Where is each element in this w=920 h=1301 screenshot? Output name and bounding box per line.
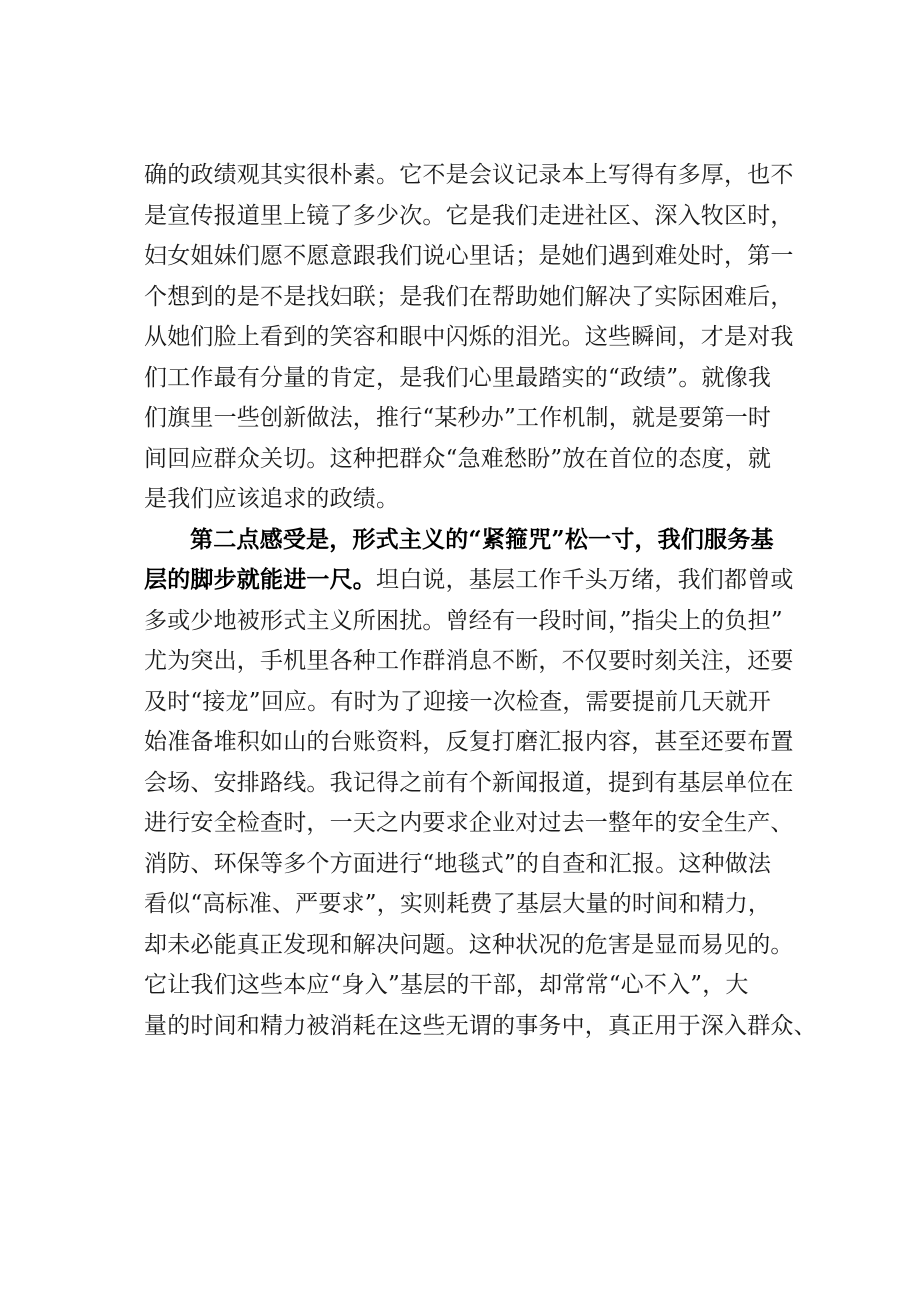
paragraph-1 [144, 155, 814, 520]
text-line: 是我们应该追求的政绩。 [144, 486, 400, 512]
text-line: 尤为突出，手机里各种工作群消息不断，不仅要时刻关注，还要 [144, 648, 794, 674]
text-line: 确的政绩观其实很朴素。它不是会议记录本上写得有多厚，也不 [144, 162, 794, 188]
text-line: 消防、环保等多个方面进行“地毯式”的自查和汇报。这种做法 [144, 850, 772, 877]
paragraph-2 [144, 520, 817, 1047]
body-text [144, 155, 817, 1046]
bold-heading-text: 层的脚步就能进一尺。 [144, 566, 376, 593]
text-line: 量的时间和精力被消耗在这些无谓的事务中，真正用于深入群众、 [144, 1012, 817, 1039]
text-line: 妇女姐妹们愿不愿意跟我们说心里话；是她们遇到难处时，第一 [144, 243, 794, 269]
text-line: 始准备堆积如山的台账资料，反复打磨汇报内容，甚至还要布置 [144, 729, 794, 755]
text-line: 个想到的是不是找妇联；是我们在帮助她们解决了实际困难后， [144, 283, 794, 310]
text-line: 进行安全检查时，一天之内要求企业对过去一整年的安全生产、 [144, 810, 794, 836]
text-line: 是宣传报道里上镜了多少次。它是我们走进社区、深入牧区时， [144, 202, 794, 229]
body-text-span: 坦白说，基层工作千头万绪，我们都曾或 [376, 567, 794, 593]
text-line: 们旗里一些创新做法，推行“某秒办”工作机制，就是要第一时 [144, 405, 772, 431]
text-line [144, 520, 814, 561]
text-line: 看似“高标准、严要求”，实则耗费了基层大量的时间和精力， [144, 891, 772, 917]
text-line: 从她们脸上看到的笑容和眼中闪烁的泪光。这些瞬间，才是对我 [144, 324, 794, 350]
text-line: 会场、安排路线。我记得之前有个新闻报道，提到有基层单位在 [144, 769, 794, 796]
text-line: 多或少地被形式主义所困扰。曾经有一段时间，”指尖上的负担” [144, 607, 783, 634]
text-line: 间回应群众关切。这种把群众“急难愁盼”放在首位的态度，就 [144, 445, 772, 472]
text-line: 它让我们这些本应“身入”基层的干部，却常常“心不入”，大 [144, 972, 749, 998]
text-line: 们工作最有分量的肯定，是我们心里最踏实的“政绩”。就像我 [144, 364, 772, 391]
text-line [144, 560, 814, 601]
text-line: 却未必能真正发现和解决问题。这种状况的危害是显而易见的。 [144, 931, 794, 958]
bold-heading-text: 第二点感受是，形式主义的“紧箍咒”松一寸，我们服务基 [190, 525, 774, 553]
text-line: 及时“接龙”回应。有时为了迎接一次检查，需要提前几天就开 [144, 688, 772, 715]
